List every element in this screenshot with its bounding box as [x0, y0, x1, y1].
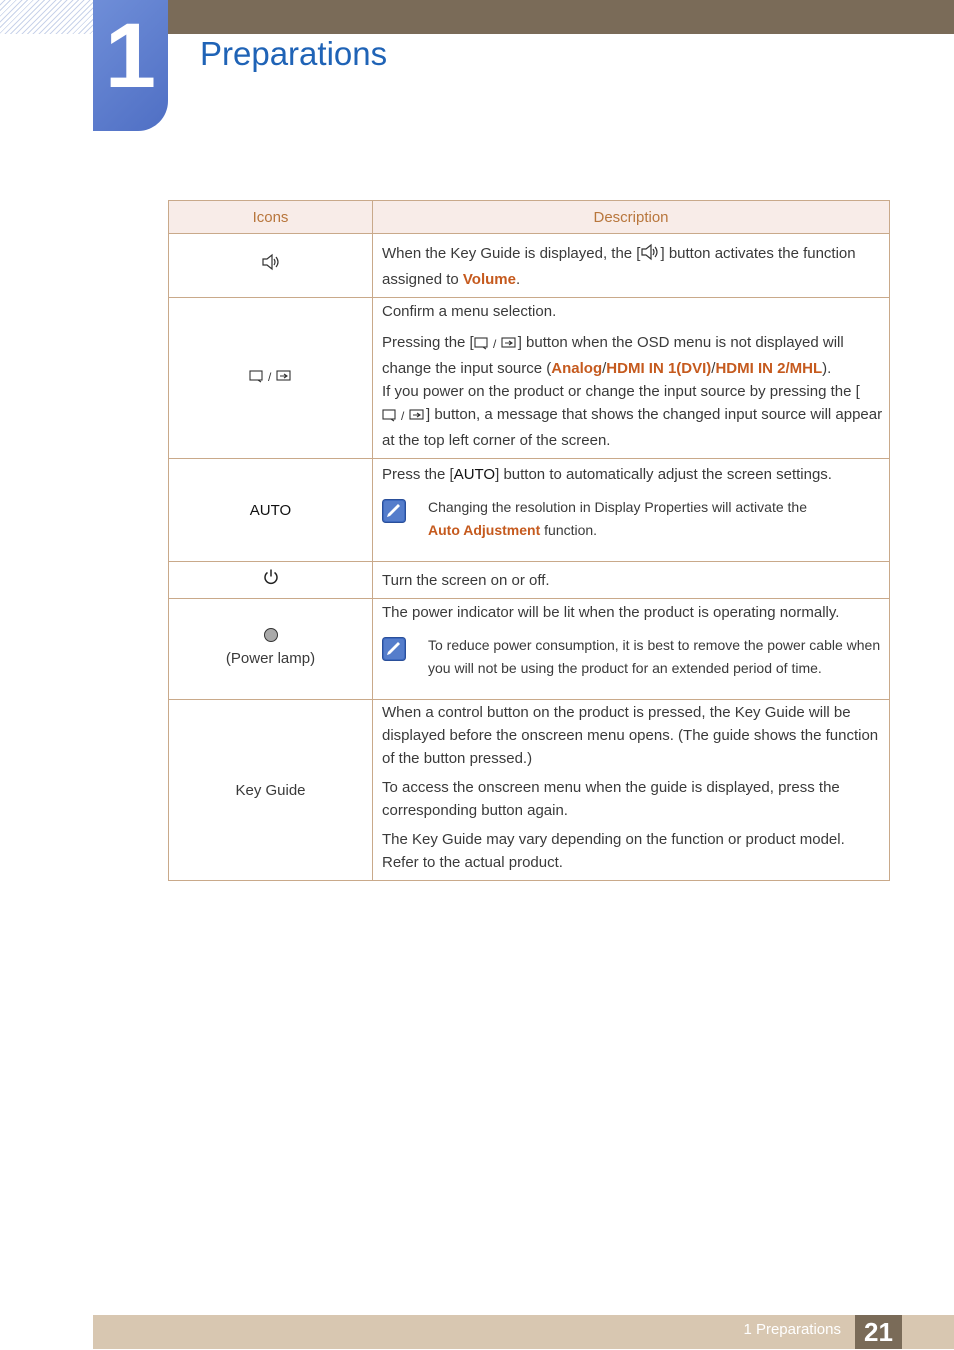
note-text: Changing the resolution in Display Properties will activate the: [428, 499, 807, 515]
auto-key: AUTO: [453, 466, 496, 483]
icons-description-table: [168, 200, 890, 881]
auto-label: AUTO: [249, 501, 292, 519]
table-row-key-guide: [169, 700, 890, 881]
source-analog: Analog: [551, 360, 603, 377]
description-text: ] button when the OSD menu is not displayed will change the input source (: [382, 334, 844, 377]
chapter-number: 1: [104, 5, 157, 107]
speaker-icon: [640, 243, 660, 268]
description-text: ] button to automatically adjust the screen settings.: [495, 466, 832, 483]
table-row-auto: [169, 459, 890, 562]
description-text: The Key Guide may vary depending on the function or product model. Refer to the actual product.: [382, 831, 845, 871]
description-cell: [373, 700, 890, 881]
description-text: ] button activates the function assigned to: [382, 245, 856, 288]
svg-text:/: /: [401, 409, 405, 422]
description-text: When the Key Guide is displayed, the [: [382, 245, 641, 262]
icon-cell: [169, 562, 373, 599]
icon-cell: [169, 298, 373, 459]
power-lamp-icon: [264, 628, 278, 642]
description-text: .: [515, 271, 521, 288]
column-header-icons: Icons: [169, 201, 373, 234]
source-hdmi2: HDMI IN 2/MHL: [715, 360, 823, 377]
speaker-icon: [261, 258, 281, 275]
table-row-volume: [169, 234, 890, 298]
footer-section-label: 1 Preparations: [743, 1321, 841, 1338]
description-text: Turn the screen on or off.: [382, 571, 550, 589]
power-icon: [262, 573, 280, 590]
source-enter-icon: [382, 406, 426, 429]
source-hdmi1: HDMI IN 1(DVI): [606, 360, 712, 377]
description-text: To access the onscreen menu when the guide is displayed, press the corresponding button again.: [382, 779, 840, 819]
power-lamp-label: (Power lamp): [225, 650, 316, 667]
description-cell: [373, 599, 890, 700]
icon-cell: [169, 459, 373, 562]
note: [382, 634, 883, 680]
icon-cell: [169, 599, 373, 700]
page-title: Preparations: [200, 35, 388, 72]
chapter-tab: [93, 0, 168, 131]
key-guide-label: Key Guide: [235, 781, 306, 799]
header-hatch-decoration: [0, 0, 93, 34]
footer-bar: [93, 1315, 954, 1349]
source-enter-icon: [249, 370, 293, 387]
table-row-power: [169, 562, 890, 599]
description-text: ] button, a message that shows the changed input source will appear at the top left corner of the screen.: [382, 406, 883, 449]
description-cell: [373, 562, 890, 599]
table-row-power-lamp: [169, 599, 890, 700]
volume-term: Volume: [462, 271, 516, 288]
separator: /: [602, 360, 607, 377]
table-header-row: [169, 201, 890, 234]
description-cell: [373, 459, 890, 562]
header-bar: [93, 0, 954, 34]
description-text: The power indicator will be lit when the product is operating normally.: [382, 604, 840, 621]
separator: /: [711, 360, 716, 377]
description-cell: [373, 234, 890, 298]
auto-adjustment-term: Auto Adjustment: [428, 522, 541, 538]
column-header-description: Description: [373, 201, 890, 234]
description-cell: [373, 298, 890, 459]
table-row-source-enter: [169, 298, 890, 459]
note-text: function.: [540, 522, 598, 538]
description-text: Press the [: [382, 466, 454, 483]
description-text: When a control button on the product is pressed, the Key Guide will be displayed before the onscreen menu opens. (The guide shows the function of the button pressed.): [382, 704, 879, 767]
note-icon: [382, 637, 406, 661]
description-text: Confirm a menu selection.: [382, 303, 557, 320]
icon-cell: [169, 700, 373, 881]
description-text: ).: [822, 360, 832, 377]
icon-cell: [169, 234, 373, 298]
note: [382, 496, 883, 542]
description-text: If you power on the product or change the input source by pressing the [: [382, 383, 860, 400]
source-enter-icon: [474, 334, 518, 357]
svg-text:/: /: [267, 369, 271, 383]
note-icon: [382, 499, 406, 523]
note-text: To reduce power consumption, it is best to remove the power cable when you will not be using the product for an extended period of time.: [428, 637, 881, 676]
svg-text:/: /: [492, 337, 497, 350]
description-text: Pressing the [: [382, 334, 474, 351]
page-number: 21: [855, 1315, 902, 1349]
